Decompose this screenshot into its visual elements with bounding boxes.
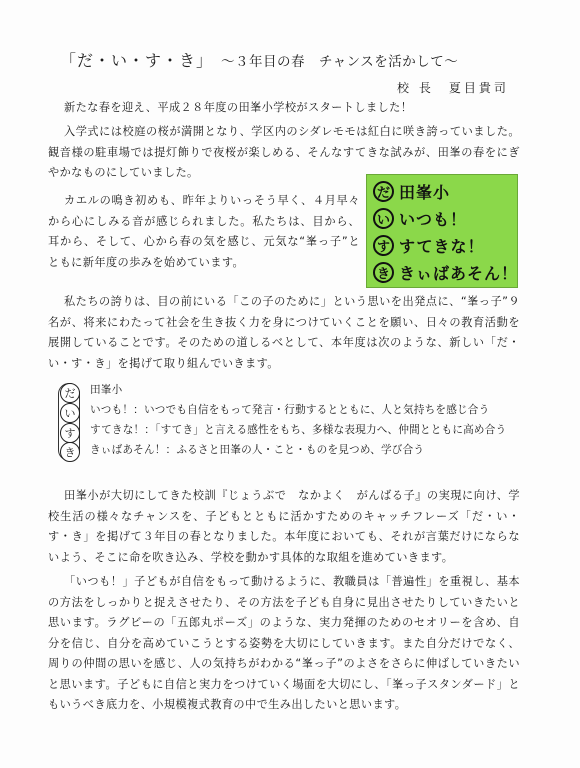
acrostic-badge (58, 383, 80, 461)
paragraph-entrance-ceremony: 入学式には校庭の桜が満開となり、学区内のシダレモモは紅白に咲き誇っていました。観音様の駐車場では提灯飾りで夜桜が楽しめる、そんなすてきな試みが、田峯の春をにぎやかなものにしていました。 (48, 125, 520, 179)
daisuki-slogan-box (366, 174, 518, 288)
article-title (60, 48, 458, 71)
acrostic-char: だ (60, 383, 80, 403)
slogan-text: きぃばあそん！ (399, 263, 519, 283)
paragraph-school-motto: 田峯小が大切にしてきた校訓『じょうぶで なかよく がんばる子』の実現に向け、学校生活の様々なチャンスを、子どもとともに活かすためのキャッチフレーズ「だ・い・す・き」を掲げて３年目の春となりました。本年度においても、それが言葉だけにならないよう、そこに命を吹き込み、学校を動かす具体的な取組を進めていきます。 (48, 489, 520, 564)
paragraph-intro: 新たな春を迎え、平成２８年度の田峯小学校がスタートしました！ (64, 101, 413, 114)
acrostic-char: い (60, 403, 80, 423)
acrostic-line: いつも！：いつでも自信をもって発言・行動するとともに、人と気持ちを感じ合う (90, 404, 490, 416)
paragraph-our-pride: 私たちの誇りは、目の前にいる「この子のために」という思いを出発点に、“峯っ子”９名が、将来にわたって社会を生き抜く力を身につけていくことを願い、日々の教育活動を展開していることです。そのための道しるべとして、本年度は次のような、新しい「だ・い・す・き」を掲げて取り組んでいきます。 (48, 295, 520, 370)
title-main: 「だ・い・す・き」 (60, 51, 214, 70)
slogan-row (373, 178, 450, 204)
acrostic-char: す (60, 423, 80, 443)
paragraph-itsumo: 「いつも！」子どもが自信をもって動けるように、教職員は「普遍性」を重視し、基本の方法をしっかりと捉えさせたり、その方法を子ども自身に見出させたりしていきたいと思います。ラグビーの「五郎丸ポーズ」のような、実力発揮のためのセオリーを含め、自分を信じ、自分を高めていこうとする姿勢を大切にしていきます。また自分だけでなく、周りの仲間の思いを感じ、人の気持ちがわかる“峯っ子”のよさをさらに伸ばしていきたいと思います。子どもに自信と実力をつけていく場面を大切にし、「峯っ子スタンダード」ともいうべき底力を、小規模複式教育の中で生み出したいと思います。 (48, 575, 520, 711)
author-line: 校 長 夏目貴司 (397, 81, 509, 95)
slogan-text: いつも！ (399, 209, 468, 229)
daisuki-acrostic (58, 381, 520, 461)
slogan-row (373, 205, 467, 231)
slogan-char-circle: す (373, 235, 394, 256)
slogan-char-circle: き (373, 262, 394, 283)
slogan-char-circle: い (373, 208, 394, 229)
acrostic-line: きぃばあそん！：ふるさと田峯の人・こと・ものを見つめ、学び合う (90, 444, 425, 456)
slogan-row (373, 232, 484, 258)
slogan-row (373, 259, 518, 285)
acrostic-char: き (60, 442, 80, 462)
slogan-text: すてきな！ (399, 236, 485, 256)
slogan-char-circle: だ (373, 181, 394, 202)
title-subtitle: ～３年目の春 チャンスを活かして～ (221, 54, 459, 70)
paragraph-spring-frogs: カエルの鳴き初めも、昨年よりいっそう早く、４月早々から心にしみる音が感じられました。私たちは、目から、耳から、そして、心から春の気を感じ、元気な“峯っ子”とともに新年度の歩みを始めています。 (48, 194, 360, 269)
acrostic-line: すてきな！：「すてき」と言える感性をもち、多様な表現力へ、仲間とともに高め合う (90, 424, 507, 436)
slogan-text: 田峯小 (399, 182, 451, 202)
acrostic-line: 田峯小 (90, 384, 123, 396)
